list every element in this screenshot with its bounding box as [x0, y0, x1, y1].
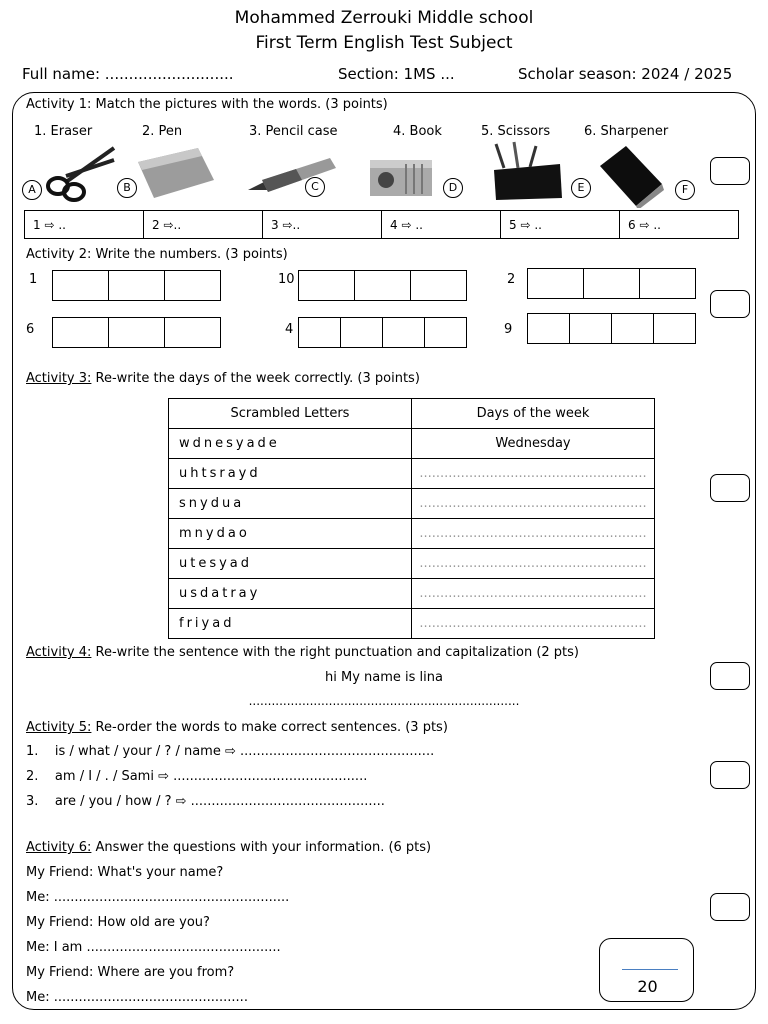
letter-box[interactable] [640, 269, 696, 299]
pen-picture [246, 152, 342, 196]
letter-boxes-2 [527, 268, 696, 299]
letter-box[interactable] [528, 269, 584, 299]
score-box-activity3[interactable] [710, 474, 750, 502]
word-pencil-case: 3. Pencil case [249, 124, 338, 139]
sentence-answer-line[interactable]: ....................................................................... [248, 694, 520, 708]
number-1: 1 [29, 272, 38, 287]
question-origin: My Friend: Where are you from? [26, 965, 235, 980]
match-answer-2[interactable]: 2 ⇨.. [144, 211, 263, 239]
letter-d: D [443, 178, 463, 198]
scrambled-word: utesyad [169, 549, 412, 579]
test-subject: First Term English Test Subject [255, 33, 513, 53]
letter-boxes-1 [52, 270, 221, 301]
matching-answers [24, 210, 739, 239]
question-name: My Friend: What's your name? [26, 865, 224, 880]
match-answer-4[interactable]: 4 ⇨ .. [382, 211, 501, 239]
letter-e: E [571, 178, 591, 198]
score-box-activity1[interactable] [710, 157, 750, 185]
letter-b: B [117, 178, 137, 198]
letter-box[interactable] [299, 318, 341, 348]
letter-box[interactable] [570, 314, 612, 344]
scrambled-word: snydua [169, 489, 412, 519]
match-answer-5[interactable]: 5 ⇨ .. [501, 211, 620, 239]
score-box-activity5[interactable] [710, 761, 750, 789]
letter-boxes-10 [298, 270, 467, 301]
scrambled-word: wdnesyade [169, 429, 412, 459]
letter-box[interactable] [165, 271, 221, 301]
scrambled-word: usdatray [169, 579, 412, 609]
reorder-item-3[interactable]: 3. are / you / how / ? ⇨ ............................................... [26, 794, 385, 809]
answer-name[interactable]: Me: ......................................................... [26, 890, 290, 905]
scrambled-word: uhtsrayd [169, 459, 412, 489]
letter-box[interactable] [612, 314, 654, 344]
letter-boxes-9 [527, 313, 696, 344]
number-10: 10 [278, 272, 295, 287]
letter-box[interactable] [53, 318, 109, 348]
match-answer-1[interactable]: 1 ⇨ .. [25, 211, 144, 239]
reorder-item-1[interactable]: 1. is / what / your / ? / name ⇨ ............................................... [26, 744, 435, 759]
activity5-label: Activity 5: [26, 720, 92, 735]
day-answer-blank[interactable]: ....................................................... [412, 579, 655, 609]
pencil-case-picture [490, 140, 566, 202]
answer-age[interactable]: Me: I am ............................................... [26, 940, 281, 955]
letter-box[interactable] [584, 269, 640, 299]
day-answer: Wednesday [412, 429, 655, 459]
match-answer-3[interactable]: 3 ⇨.. [263, 211, 382, 239]
sharpener-picture [366, 150, 438, 200]
day-answer-blank[interactable]: ....................................................... [412, 459, 655, 489]
day-answer-blank[interactable]: ....................................................... [412, 609, 655, 639]
activity2-title: Activity 2: Write the numbers. (3 points) [26, 247, 288, 262]
school-name: Mohammed Zerrouki Middle school [234, 8, 534, 28]
reorder-item-2[interactable]: 2. am / I / . / Sami ⇨ ............................................... [26, 769, 368, 784]
letter-box[interactable] [411, 271, 467, 301]
section-field[interactable]: Section: 1MS ... [338, 65, 455, 83]
letter-box[interactable] [383, 318, 425, 348]
score-box-activity6[interactable] [710, 893, 750, 921]
activity3-title [26, 371, 420, 386]
letter-box[interactable] [355, 271, 411, 301]
days-header-scrambled: Scrambled Letters [169, 399, 412, 429]
letter-a: A [22, 180, 42, 200]
activity5-title [26, 720, 448, 735]
letter-box[interactable] [654, 314, 696, 344]
letter-box[interactable] [109, 271, 165, 301]
match-answer-6[interactable]: 6 ⇨ .. [620, 211, 739, 239]
days-table [168, 398, 655, 639]
scrambled-word: mnydao [169, 519, 412, 549]
word-scissors: 5. Scissors [481, 124, 551, 139]
activity4-title [26, 645, 579, 660]
number-2: 2 [507, 272, 516, 287]
letter-box[interactable] [165, 318, 221, 348]
score-fraction-line [622, 969, 678, 970]
word-book: 4. Book [393, 124, 442, 139]
total-score-max: 20 [637, 977, 658, 996]
score-box-activity2[interactable] [710, 290, 750, 318]
activity6-instructions: Answer the questions with your information. (6 pts) [91, 840, 432, 855]
day-answer-blank[interactable]: ....................................................... [412, 549, 655, 579]
number-9: 9 [504, 322, 513, 337]
activity6-label: Activity 6: [26, 840, 92, 855]
scholar-season: Scholar season: 2024 / 2025 [518, 65, 733, 83]
word-sharpener: 6. Sharpener [584, 124, 669, 139]
number-6: 6 [26, 322, 35, 337]
book-picture [596, 144, 668, 208]
letter-box[interactable] [53, 271, 109, 301]
word-pen: 2. Pen [142, 124, 183, 139]
activity5-instructions: Re-order the words to make correct sentences. (3 pts) [91, 720, 448, 735]
total-score-box[interactable] [599, 938, 694, 1002]
letter-box[interactable] [425, 318, 467, 348]
activity4-instructions: Re-write the sentence with the right punctuation and capitalization (2 pts) [91, 645, 580, 660]
letter-box[interactable] [341, 318, 383, 348]
eraser-picture [134, 144, 218, 202]
days-header-days: Days of the week [412, 399, 655, 429]
answer-origin[interactable]: Me: ............................................... [26, 990, 248, 1005]
letter-box[interactable] [528, 314, 570, 344]
activity1-title: Activity 1: Match the pictures with the words. (3 points) [26, 97, 388, 112]
day-answer-blank[interactable]: ....................................................... [412, 519, 655, 549]
activity3-instructions: Re-write the days of the week correctly. (3 points) [91, 371, 420, 386]
number-4: 4 [285, 322, 294, 337]
sentence-to-correct: hi My name is lina [325, 670, 443, 685]
question-age: My Friend: How old are you? [26, 915, 210, 930]
activity4-label: Activity 4: [26, 645, 92, 660]
full-name-field[interactable]: Full name: ........................... [22, 65, 234, 83]
letter-boxes-6 [52, 317, 221, 348]
letter-boxes-4 [298, 317, 467, 348]
letter-c: C [305, 177, 325, 197]
activity6-title [26, 840, 431, 855]
scrambled-word: friyad [169, 609, 412, 639]
activity3-label: Activity 3: [26, 371, 92, 386]
letter-f: F [675, 180, 695, 200]
letter-box[interactable] [299, 271, 355, 301]
scissors-picture [36, 142, 120, 204]
day-answer-blank[interactable]: ....................................................... [412, 489, 655, 519]
word-eraser: 1. Eraser [34, 124, 93, 139]
letter-box[interactable] [109, 318, 165, 348]
